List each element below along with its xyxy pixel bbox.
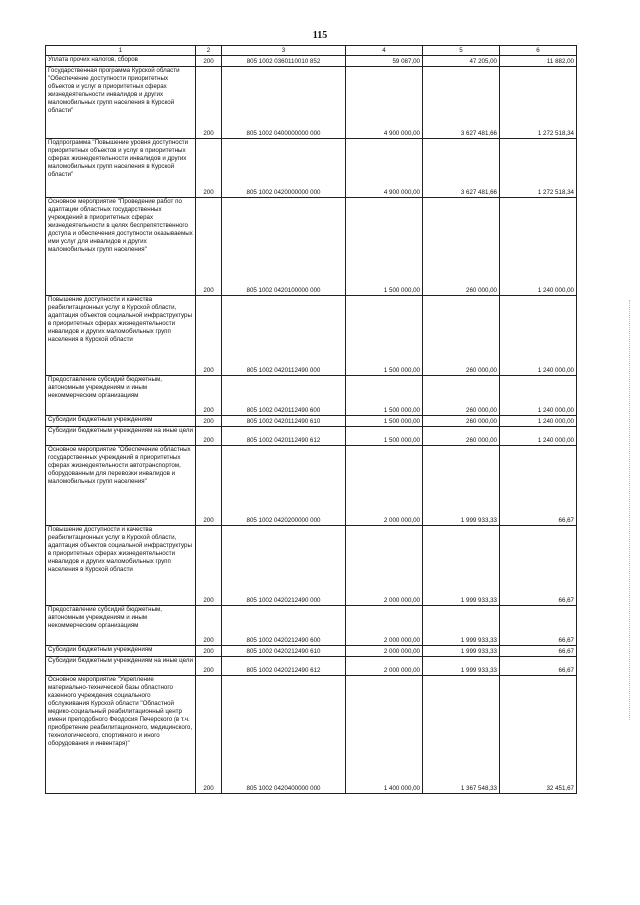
table-row (46, 446, 577, 526)
row-approved-value-cell: 4 900 000,00 (346, 67, 423, 139)
row-remaining-value-cell: 11 882,00 (500, 56, 577, 67)
row-executed-value-cell: 1 999 933,33 (423, 657, 500, 676)
row-code-cell: 805 1002 0420100000 000 (222, 198, 346, 296)
row-remaining-value-cell: 1 272 518,34 (500, 139, 577, 198)
row-name-cell: Основное мероприятие "Проведение работ по адаптации областных государственных учреждений в приоритетных сферах жизнедеятельности в целях беспрепятственного доступа и обеспечения доступности оказываемых ими услуг для инвалидов и других маломобильных групп населения" (46, 198, 196, 296)
row-remaining-value-cell: 1 272 518,34 (500, 67, 577, 139)
row-executed-value-cell: 3 627 481,66 (423, 139, 500, 198)
row-name-cell: Субсидии бюджетным учреждениям (46, 646, 196, 657)
row-ved-cell: 200 (196, 526, 222, 606)
row-remaining-value-cell: 66,67 (500, 646, 577, 657)
row-executed-value-cell: 260 000,00 (423, 198, 500, 296)
row-remaining-value-cell: 1 240 000,00 (500, 198, 577, 296)
row-approved-value-cell: 2 000 000,00 (346, 657, 423, 676)
row-name-cell: Субсидии бюджетным учреждениям (46, 416, 196, 427)
row-remaining-value-cell: 1 240 000,00 (500, 416, 577, 427)
row-ved-cell: 200 (196, 139, 222, 198)
row-approved-value-cell: 1 500 000,00 (346, 198, 423, 296)
row-executed-value-cell: 1 999 933,33 (423, 646, 500, 657)
row-executed-value-cell: 1 367 548,33 (423, 676, 500, 794)
row-remaining-value-cell: 66,67 (500, 446, 577, 526)
table-row (46, 56, 577, 67)
table-row (46, 646, 577, 657)
column-header-2: 2 (196, 46, 222, 56)
row-name-cell: Государственная программа Курской области "Обеспечение доступности приоритетных объектов и услуг в приоритетных сферах жизнедеятельности инвалидов и других маломобильных групп населения в Курской области" (46, 67, 196, 139)
row-name-cell: Основное мероприятие "Обеспечение областных государственных учреждений в приоритетных сферах жизнедеятельности автотранспортом, оборудованным для перевозки инвалидов и маломобильных групп населения" (46, 446, 196, 526)
row-approved-value-cell: 2 000 000,00 (346, 526, 423, 606)
row-ved-cell: 200 (196, 606, 222, 646)
row-name-cell: Основное мероприятие "Укрепление материально-технической базы областного казенного учреждения социального обслуживания Курской области "Областной медико-социальный реабилитационный центр имени преподобного Феодосия Печерского (в т.ч. приобретение реабилитационного, медицинского, технологического, спортивного и иного оборудования и инвентаря)" (46, 676, 196, 794)
row-code-cell: 805 1002 0420212490 000 (222, 526, 346, 606)
row-remaining-value-cell: 66,67 (500, 606, 577, 646)
column-header-3: 3 (222, 46, 346, 56)
column-header-6: 6 (500, 46, 577, 56)
row-approved-value-cell: 4 900 000,00 (346, 139, 423, 198)
row-approved-value-cell: 1 500 000,00 (346, 416, 423, 427)
row-remaining-value-cell: 1 240 000,00 (500, 427, 577, 446)
table-row (46, 376, 577, 416)
table-row (46, 139, 577, 198)
row-name-cell: Предоставление субсидий бюджетным, автономным учреждениям и иным некоммерческим организациям (46, 376, 196, 416)
row-ved-cell: 200 (196, 376, 222, 416)
page-number: 115 (312, 30, 328, 41)
row-ved-cell: 200 (196, 56, 222, 67)
row-name-cell: Подпрограмма "Повышение уровня доступности приоритетных объектов и услуг в приоритетных сферах жизнедеятельности инвалидов и других маломобильных групп населения в Курской области" (46, 139, 196, 198)
row-name-cell: Уплата прочих налогов, сборов (46, 56, 196, 67)
row-ved-cell: 200 (196, 657, 222, 676)
row-name-cell: Предоставление субсидий бюджетным, автономным учреждениям и иным некоммерческим организациям (46, 606, 196, 646)
row-approved-value-cell: 2 000 000,00 (346, 446, 423, 526)
table-row (46, 427, 577, 446)
row-code-cell: 805 1002 0420000000 000 (222, 139, 346, 198)
budget-table (45, 45, 577, 794)
row-remaining-value-cell: 66,67 (500, 526, 577, 606)
table-row (46, 198, 577, 296)
row-ved-cell: 200 (196, 676, 222, 794)
row-executed-value-cell: 260 000,00 (423, 416, 500, 427)
table-row (46, 67, 577, 139)
row-ved-cell: 200 (196, 198, 222, 296)
row-code-cell: 805 1002 0420212490 610 (222, 646, 346, 657)
row-code-cell: 805 1002 0420212490 600 (222, 606, 346, 646)
row-code-cell: 805 1002 0420112490 610 (222, 416, 346, 427)
table-row (46, 296, 577, 376)
row-code-cell: 805 1002 0400000000 000 (222, 67, 346, 139)
row-code-cell: 805 1002 0420400000 000 (222, 676, 346, 794)
row-approved-value-cell: 2 000 000,00 (346, 606, 423, 646)
row-executed-value-cell: 260 000,00 (423, 427, 500, 446)
row-name-cell: Повышение доступности и качества реабилитационных услуг в Курской области, адаптация объектов социальной инфраструктуры в приоритетных сферах жизнедеятельности инвалидов и других маломобильных групп населения в Курской области (46, 296, 196, 376)
row-approved-value-cell: 2 000 000,00 (346, 646, 423, 657)
row-approved-value-cell: 59 087,00 (346, 56, 423, 67)
column-header-4: 4 (346, 46, 423, 56)
row-name-cell: Субсидии бюджетным учреждениям на иные цели (46, 657, 196, 676)
scan-edge-mark (629, 300, 631, 720)
row-approved-value-cell: 1 500 000,00 (346, 376, 423, 416)
row-name-cell: Повышение доступности и качества реабилитационных услуг в Курской области, адаптация объектов социальной инфраструктуры в приоритетных сферах жизнедеятельности инвалидов и других маломобильных групп населения в Курской области (46, 526, 196, 606)
row-code-cell: 805 1002 0360110010 852 (222, 56, 346, 67)
column-header-5: 5 (423, 46, 500, 56)
row-approved-value-cell: 1 400 000,00 (346, 676, 423, 794)
row-executed-value-cell: 47 205,00 (423, 56, 500, 67)
table-row (46, 657, 577, 676)
row-code-cell: 805 1002 0420112490 612 (222, 427, 346, 446)
row-executed-value-cell: 3 627 481,66 (423, 67, 500, 139)
row-ved-cell: 200 (196, 646, 222, 657)
row-code-cell: 805 1002 0420200000 000 (222, 446, 346, 526)
row-code-cell: 805 1002 0420112490 600 (222, 376, 346, 416)
table-row (46, 526, 577, 606)
row-ved-cell: 200 (196, 446, 222, 526)
table-row (46, 676, 577, 794)
row-ved-cell: 200 (196, 416, 222, 427)
row-executed-value-cell: 260 000,00 (423, 296, 500, 376)
row-name-cell: Субсидии бюджетным учреждениям на иные цели (46, 427, 196, 446)
row-code-cell: 805 1002 0420212490 612 (222, 657, 346, 676)
row-executed-value-cell: 1 999 933,33 (423, 446, 500, 526)
row-approved-value-cell: 1 500 000,00 (346, 296, 423, 376)
row-remaining-value-cell: 1 240 000,00 (500, 296, 577, 376)
column-header-1: 1 (46, 46, 196, 56)
table-header-row (46, 46, 577, 56)
row-remaining-value-cell: 32 451,67 (500, 676, 577, 794)
table-row (46, 606, 577, 646)
table-body (46, 56, 577, 794)
row-executed-value-cell: 1 999 933,33 (423, 526, 500, 606)
row-executed-value-cell: 1 999 933,33 (423, 606, 500, 646)
row-ved-cell: 200 (196, 427, 222, 446)
row-executed-value-cell: 260 000,00 (423, 376, 500, 416)
table-row (46, 416, 577, 427)
row-ved-cell: 200 (196, 296, 222, 376)
row-code-cell: 805 1002 0420112490 000 (222, 296, 346, 376)
row-approved-value-cell: 1 500 000,00 (346, 427, 423, 446)
row-ved-cell: 200 (196, 67, 222, 139)
row-remaining-value-cell: 1 240 000,00 (500, 376, 577, 416)
row-remaining-value-cell: 66,67 (500, 657, 577, 676)
